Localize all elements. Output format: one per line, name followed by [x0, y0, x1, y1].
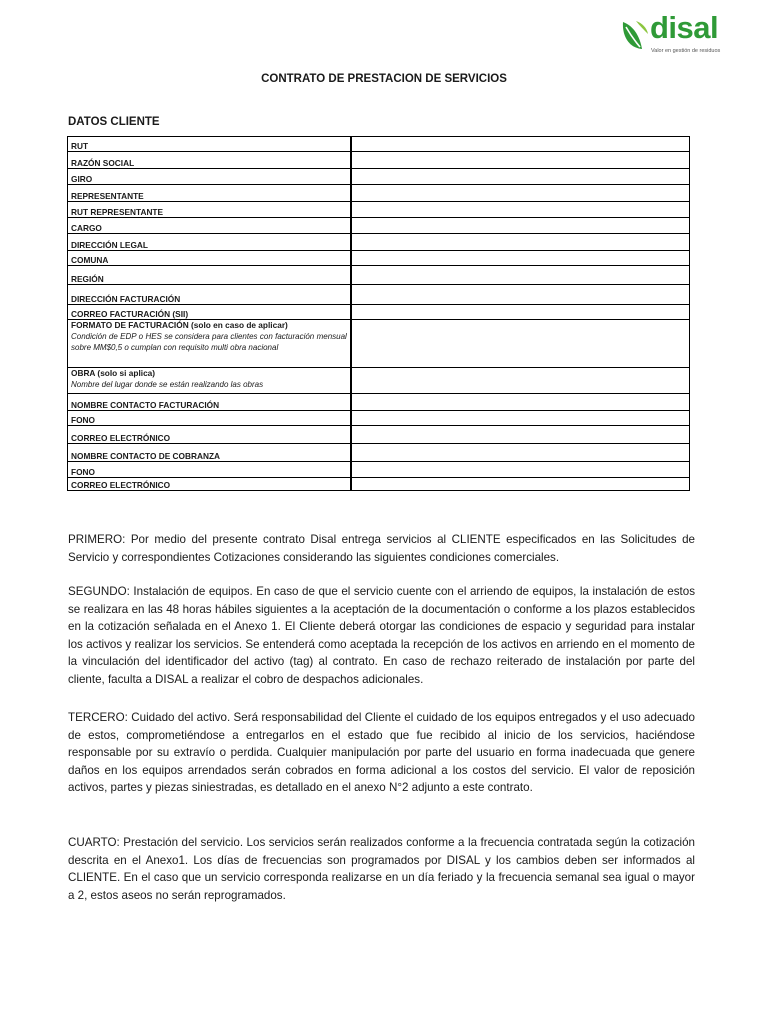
field-label-cell [68, 478, 351, 491]
field-value-cell[interactable] [351, 169, 690, 185]
field-label: NOMBRE CONTACTO DE COBRANZA [71, 450, 221, 461]
table-row [68, 394, 690, 411]
table-row [68, 368, 690, 394]
field-value-cell[interactable] [351, 426, 690, 444]
field-label-cell [68, 394, 351, 411]
field-label: CORREO ELECTRÓNICO [71, 479, 171, 490]
field-value-cell[interactable] [351, 218, 690, 234]
field-label-cell [68, 426, 351, 444]
field-label: RUT REPRESENTANTE [71, 206, 164, 217]
table-row [68, 426, 690, 444]
table-row [68, 266, 690, 285]
field-label: CORREO FACTURACIÓN (SII) [71, 308, 189, 319]
field-label-cell [68, 218, 351, 234]
field-label: FONO [71, 414, 95, 425]
field-label: FONO [71, 466, 95, 477]
field-value-cell[interactable] [351, 185, 690, 202]
client-section-title: DATOS CLIENTE [68, 116, 160, 128]
table-row [68, 320, 690, 368]
field-label: RUT [71, 140, 89, 151]
table-row [68, 202, 690, 218]
field-note: Nombre del lugar donde se están realizando las obras [71, 379, 264, 389]
brand-name: disal [650, 10, 719, 45]
field-value-cell[interactable] [351, 251, 690, 266]
field-value-cell[interactable] [351, 394, 690, 411]
field-value-cell[interactable] [351, 444, 690, 462]
table-row [68, 285, 690, 305]
field-label: FORMATO DE FACTURACIÓN (solo en caso de aplicar) [71, 320, 288, 330]
table-row [68, 444, 690, 462]
field-label: CORREO ELECTRÓNICO [71, 432, 171, 443]
table-row [68, 478, 690, 491]
field-label: DIRECCIÓN FACTURACIÓN [71, 293, 181, 304]
table-row [68, 462, 690, 478]
clause-tercero: TERCERO: Cuidado del activo. Será responsabilidad del Cliente el cuidado de los equipos entregados y el uso adecuado de estos, comprometiéndose a entregarlos en el estado que fue recibido al inicio de los servicios, haciéndose responsable por su extravío o perdida. Cualquier manipulación por parte del usuario en forma inadecuada que genere daños en los equipos arrendados serán cobrados en forma adicional a los costos del servicio. El valor de reposición activos, partes y piezas siniestradas, es detallado en el anexo N°2 adjunto a este contrato. [68, 711, 695, 794]
field-value-cell[interactable] [351, 478, 690, 491]
field-label: GIRO [71, 173, 93, 184]
field-label: DIRECCIÓN LEGAL [71, 239, 148, 250]
table-row [68, 137, 690, 152]
field-label-cell [68, 320, 351, 368]
field-label-cell [68, 137, 351, 152]
field-label-cell [68, 285, 351, 305]
field-label-cell [68, 152, 351, 169]
leaf-icon [620, 18, 650, 52]
field-label-cell [68, 234, 351, 251]
field-value-cell[interactable] [351, 305, 690, 320]
field-value-cell[interactable] [351, 137, 690, 152]
field-value-cell[interactable] [351, 320, 690, 368]
field-value-cell[interactable] [351, 368, 690, 394]
field-label: REGIÓN [71, 273, 104, 284]
table-row [68, 411, 690, 426]
field-value-cell[interactable] [351, 266, 690, 285]
field-value-cell[interactable] [351, 285, 690, 305]
field-label-cell [68, 185, 351, 202]
document-title: CONTRATO DE PRESTACION DE SERVICIOS [261, 73, 507, 85]
clause-segundo: SEGUNDO: Instalación de equipos. En caso de que el servicio cuente con el arriendo de equipos, la instalación de estos se realizara en las 48 horas hábiles siguientes a la aceptación de la documentación o conforme a los plazos establecidos en la cotización señalada en el Anexo 1. El Cliente deberá otorgar las condiciones de espacio y seguridad para instalar los activos y realizar los servicios. Se entenderá como aceptada la recepción de los activos en arriendo en el momento de la vinculación del identificador del activo (tag) al contrato. En caso de rechazo reiterado de instalación por parte del cliente, faculta a DISAL a realizar el cobro de despachos adicionales. [68, 585, 695, 686]
table-row [68, 251, 690, 266]
table-row [68, 305, 690, 320]
field-label-cell [68, 169, 351, 185]
field-label: REPRESENTANTE [71, 190, 144, 201]
table-row [68, 169, 690, 185]
field-label: COMUNA [71, 254, 109, 265]
clause-cuarto: CUARTO: Prestación del servicio. Los servicios serán realizados conforme a la frecuencia contratada según la cotización descrita en el Anexo1. Los días de frecuencias son programados por DISAL y los cambios deben ser informados al CLIENTE. En el caso que un servicio corresponda realizarse en un día feriado y la frecuencia semanal sea igual o mayor a 2, estos aseos no serán reprogramados. [68, 836, 695, 902]
disal-logo [620, 10, 732, 60]
table-row [68, 218, 690, 234]
field-label-cell [68, 202, 351, 218]
table-row [68, 185, 690, 202]
field-label: CARGO [71, 222, 102, 233]
field-label: OBRA (solo si aplica) [71, 368, 156, 378]
table-row [68, 152, 690, 169]
field-label-cell [68, 305, 351, 320]
field-value-cell[interactable] [351, 411, 690, 426]
field-label: NOMBRE CONTACTO FACTURACIÓN [71, 399, 220, 410]
field-value-cell[interactable] [351, 152, 690, 169]
field-label-cell [68, 411, 351, 426]
table-row [68, 234, 690, 251]
brand-tagline: Valor en gestión de residuos [651, 48, 721, 54]
field-label-cell [68, 251, 351, 266]
client-data-table [67, 136, 690, 491]
field-label-cell [68, 266, 351, 285]
field-value-cell[interactable] [351, 462, 690, 478]
field-label-cell [68, 368, 351, 394]
field-label-cell [68, 462, 351, 478]
field-note: Condición de EDP o HES se considera para clientes con facturación mensual sobre MM$0,5 o cumplan con requisito multi obra nacional [71, 331, 347, 352]
field-label-cell [68, 444, 351, 462]
field-value-cell[interactable] [351, 234, 690, 251]
clause-primero: PRIMERO: Por medio del presente contrato Disal entrega servicios al CLIENTE especificados en las Solicitudes de Servicio y correspondientes Cotizaciones considerando las siguientes condiciones comerciales. [68, 533, 695, 564]
field-value-cell[interactable] [351, 202, 690, 218]
field-label: RAZÓN SOCIAL [71, 157, 135, 168]
